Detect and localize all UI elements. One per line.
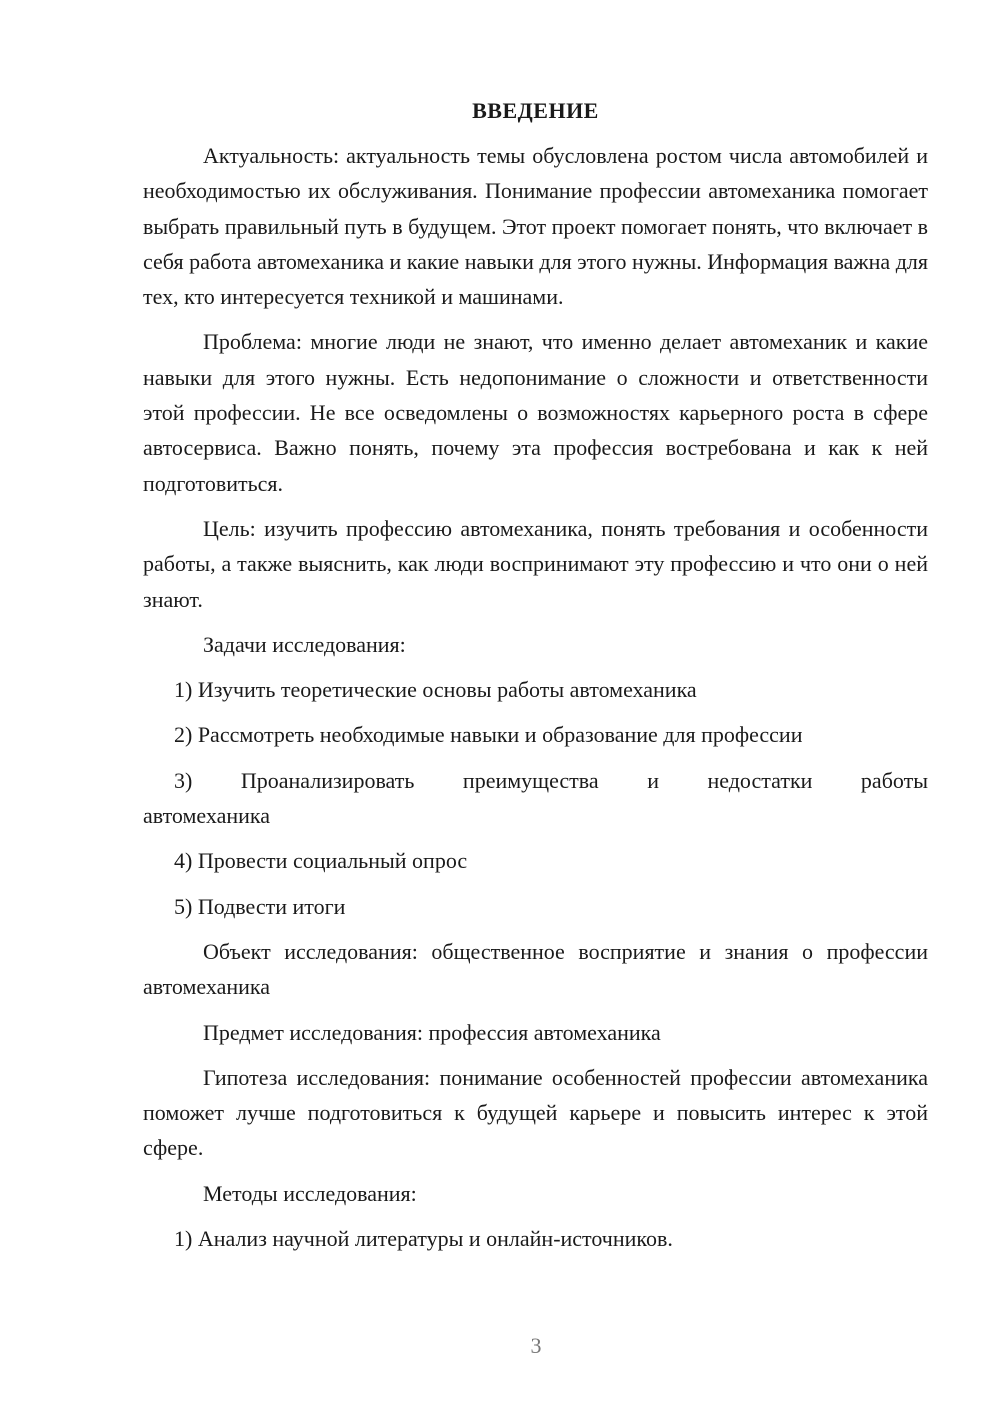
subject-paragraph: Предмет исследования: профессия автомеханика xyxy=(203,1019,661,1045)
method-item: 1) Анализ научной литературы и онлайн-источников. xyxy=(174,1226,673,1252)
problem-paragraph: Проблема: многие люди не знают, что именно делает автомеханик и какие навыки для этого нужны. Есть недопонимание о сложности и ответственности этой профессии. Не все осведомлены о возможностях карьерного роста в сфере автосервиса. Важно понять, почему эта профессия востребована и как к ней подготовиться. xyxy=(143,329,928,496)
goal-paragraph: Цель: изучить профессию автомеханика, понять требования и особенности работы, а также выяснить, как люди воспринимают эту профессию и что они о ней знают. xyxy=(143,515,928,612)
methods-heading: Методы исследования: xyxy=(203,1180,417,1206)
task-item: 2) Рассмотреть необходимые навыки и образование для профессии xyxy=(174,722,803,748)
page-number: 3 xyxy=(530,1333,542,1358)
page-title: ВВЕДЕНИЕ xyxy=(472,98,599,123)
object-paragraph: Объект исследования: общественное восприятие и знания о профессии автомеханика xyxy=(143,938,928,1000)
task-item: 5) Подвести итоги xyxy=(174,893,346,919)
hypothesis-paragraph: Гипотеза исследования: понимание особенностей профессии автомеханика поможет лучше подготовиться к будущей карьере и повысить интерес к этой сфере. xyxy=(143,1064,928,1161)
task-item: 4) Провести социальный опрос xyxy=(174,848,468,874)
task-item: 3) Проанализировать преимущества и недостатки работы автомеханика xyxy=(143,767,928,829)
task-item: 1) Изучить теоретические основы работы автомеханика xyxy=(174,677,697,703)
relevance-paragraph: Актуальность: актуальность темы обусловлена ростом числа автомобилей и необходимостью их обслуживания. Понимание профессии автомеханика помогает выбрать правильный путь в будущем. Этот проект помогает понять, что включает в себя работа автомеханика и какие навыки для этого нужны. Информация важна для тех, кто интересуется техникой и машинами. xyxy=(143,143,928,310)
tasks-heading: Задачи исследования: xyxy=(203,631,406,657)
